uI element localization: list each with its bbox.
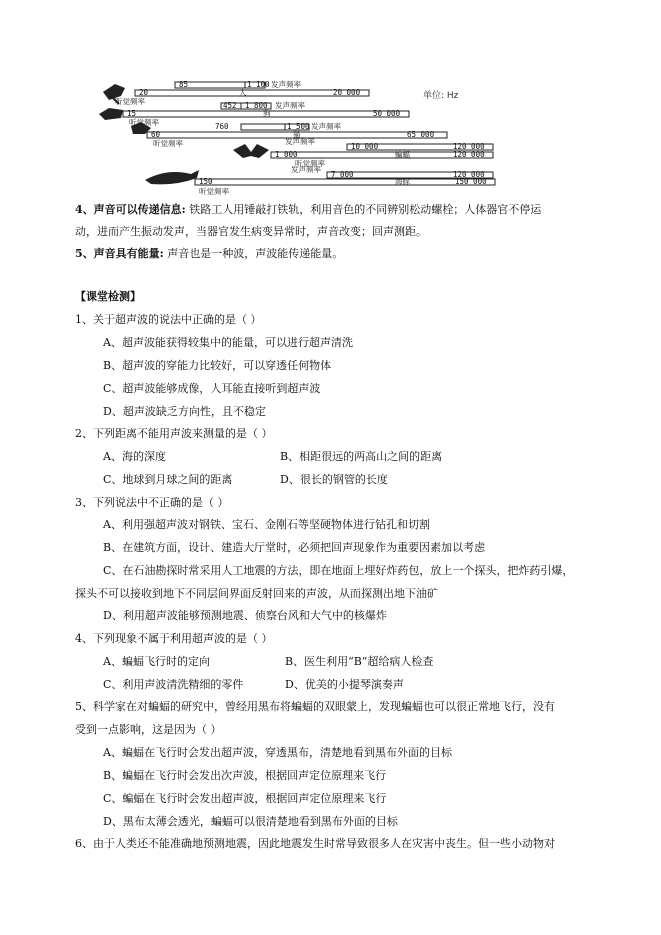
dolphin-icon [145,170,199,184]
cat-hear-min: 60 [151,130,161,139]
question-1-option-a: A、超声波能获得较集中的能量，可以进行超声清洗 [103,336,353,349]
question-5-option-d: D、黑布太薄会透光，蝙蝠可以很清楚地看到黑布外面的目标 [103,815,398,828]
dolphin-name: 海豚 [395,177,410,186]
cat-name: 猫 [293,130,301,139]
question-5-option-b: B、蝙蝠在飞行时会发出次声波，根据回声定位原理来飞行 [103,769,387,782]
dolphin-emit-min: 7 000 [331,170,354,179]
question-4-option-a: A、蝙蝠飞行时的定向 [103,655,210,668]
question-1-stem: 1、关于超声波的说法中正确的是（ ） [75,313,262,326]
question-3-option-d: D、利用超声波能够预测地震、侦察台风和大气中的核爆炸 [103,609,387,622]
question-2-option-b: B、相距很远的两高山之间的距离 [280,450,443,463]
question-1-option-d: D、超声波缺乏方向性，且不稳定 [103,405,266,418]
dolphin-emit-label: 发声频率 [291,165,321,174]
question-5-option-c: C、蝙蝠在飞行时会发出超声波，根据回声定位原理来飞行 [103,792,387,805]
dog-emit-min: 452 [223,101,237,110]
human-emit-max: 1 100 [247,80,270,89]
bat-emit-label: 发声频率 [285,137,315,146]
dog-hear-min: 15 [127,109,137,118]
bat-hear-min: 1 000 [275,150,298,159]
dolphin-emit-max: 120 000 [453,170,485,179]
question-4-option-b: B、医生利用“B”超给病人检查 [285,655,434,668]
question-3-option-a: A、利用强超声波对钢铁、宝石、金刚石等坚硬物体进行钻孔和切割 [103,518,430,531]
question-3-stem: 3、下列说法中不正确的是（ ） [75,496,229,509]
bat-name: 蝙蝠 [395,150,410,159]
bat-hear-label: 听觉频率 [295,159,325,168]
point-4-line-1 [75,203,541,217]
dog-icon [99,108,123,120]
question-1-option-b: B、超声波的穿能力比较好，可以穿透任何物体 [103,359,332,372]
question-4-stem: 4、下列现象不属于利用超声波的是（ ） [75,632,273,645]
question-6-stem: 6、由于人类还不能准确地预测地震，因此地震发生时常导致很多人在灾害中丧生。但一些小动物对 [75,837,555,850]
dog-hear-max: 50 000 [373,109,401,118]
question-3-option-c-cont: 探头不可以接收到地下不同层间界面反射回来的声波，从而探测出地下油矿 [75,587,438,600]
dog-emit-label: 发声频率 [275,101,305,110]
dog-name: 狗 [263,109,271,118]
human-hear-max: 20 000 [333,88,361,97]
question-3-option-c: C、在石油勘探时常采用人工地震的方法，即在地面上埋好炸药包，放上一个探头，把炸药引爆， [103,564,574,577]
cat-hear-label: 听觉频率 [153,139,183,148]
human-name: 人 [239,88,247,97]
question-2-option-d: D、很长的钢管的长度 [280,473,388,486]
section-title: 【课堂检测】 [75,290,141,303]
question-4-option-d: D、优美的小提琴演奏声 [285,678,404,691]
bat-icon [233,144,269,158]
bat-emit-min: 10 000 [351,142,379,151]
cat-emit-min: 760 [215,122,229,131]
bat-emit-max: 120 000 [453,142,485,151]
dog-emit-max: 1 800 [245,101,268,110]
dolphin-hear-max: 150 000 [455,177,487,186]
cat-hear-max: 65 000 [407,130,435,139]
dolphin-hear-min: 150 [199,177,213,186]
dog-hear-label: 听觉频率 [129,118,159,127]
human-emit-label: 发声频率 [271,80,301,89]
bat-hear-max: 120 000 [453,150,485,159]
question-5-stem-cont: 受到一点影响，这是因为（ ） [75,723,222,736]
cat-emit-max: 1 500 [287,122,310,131]
unit-label: 单位: Hz [423,91,459,101]
point-4-text-2: 动，进而产生振动发声，当器官发生病变异常时，声音改变；回声测距。 [75,225,427,238]
cat-emit-label: 发声频率 [311,122,341,131]
human-emit-min: 85 [179,80,189,89]
point-5-line [75,247,343,261]
dolphin-hear-label: 听觉频率 [199,187,229,196]
human-hear-min: 20 [139,88,149,97]
question-4-option-c: C、利用声波清洗精细的零件 [103,678,244,691]
question-3-option-b: B、在建筑方面，设计、建造大厅堂时，必须把回声现象作为重要因素加以考虑 [103,541,486,554]
question-5-option-a: A、蝙蝠在飞行时会发出超声波，穿透黑布，清楚地看到黑布外面的目标 [103,746,452,759]
question-1-option-c: C、超声波能够成像，人耳能直接听到超声波 [103,382,321,395]
point-5-heading: 5、声音具有能量: [75,247,164,260]
point-4-heading: 4、声音可以传递信息: [75,203,186,216]
human-hear-label: 听觉频率 [115,97,145,106]
question-2-option-a: A、海的深度 [103,450,166,463]
question-5-stem: 5、科学家在对蝙蝠的研究中，曾经用黑布将蝙蝠的双眼蒙上，发现蝙蝠也可以很正常地飞行，没有 [75,700,555,713]
question-2-option-c: C、地球到月球之间的距离 [103,473,233,486]
point-4-text-1: 铁路工人用锤敲打铁轨，利用音色的不同辨别松动螺栓；人体器官不停运 [189,203,542,216]
point-5-text: 声音也是一种波，声波能传递能量。 [167,247,344,260]
question-2-stem: 2、下列距离不能用声波来测量的是（ ） [75,427,273,440]
